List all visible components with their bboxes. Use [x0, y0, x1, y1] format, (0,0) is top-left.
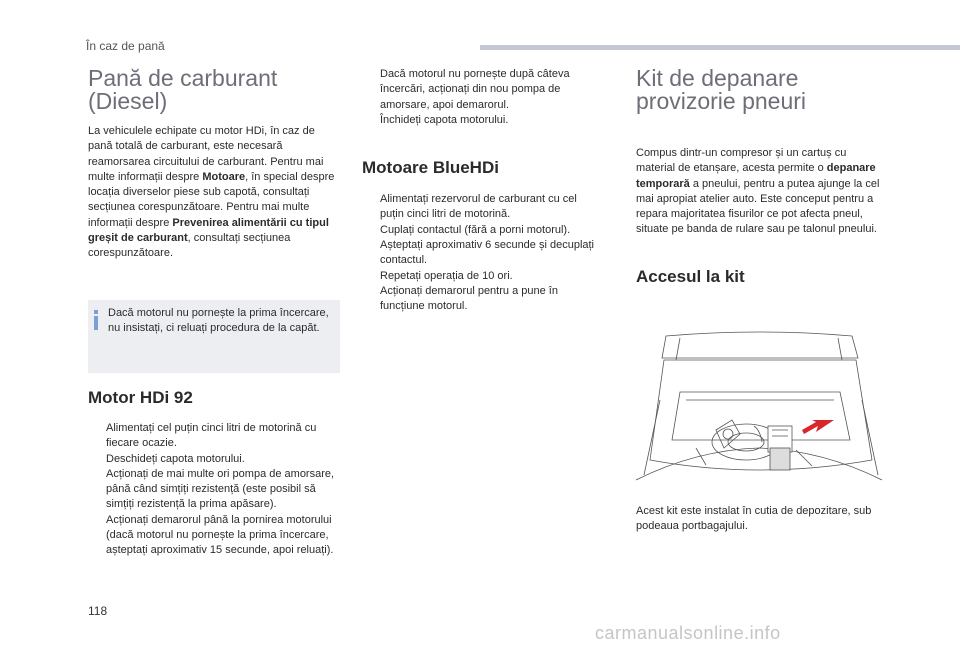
bluehdi-steps [362, 192, 602, 314]
step-item [362, 238, 602, 269]
step-item [362, 223, 602, 238]
column-right [636, 67, 882, 287]
fuel-outage-title: Pană de carburant (Diesel) [88, 65, 278, 114]
step-item [362, 284, 602, 315]
watermark: carmanualsonline.info [595, 623, 781, 643]
text-run: , în special despre locația diverselor piese sub capotă, consultați secțiunea corespunzătoare. Pentru mai multe informații despre [88, 170, 335, 229]
step-item [362, 67, 602, 113]
step-item [88, 513, 340, 559]
column-middle [362, 67, 602, 315]
text-run: Pentru mai multe informații despre [88, 155, 324, 183]
step-text: Închideți capota motorului. [380, 113, 509, 126]
step-text: Dacă motorul nu pornește după câteva încercări, acționați din nou pompa de amorsare, apoi demarorul. [380, 68, 570, 111]
step-text: Așteptați aproximativ 6 secunde și decuplați contactul. [380, 239, 595, 267]
motor-hdi-steps [88, 421, 340, 559]
info-icon [93, 310, 99, 330]
info-text: Dacă motorul nu pornește la prima încercare, nu insistați, ci reluați procedura de la capăt. [108, 307, 329, 335]
fuel-outage-intro [88, 124, 340, 262]
step-item [362, 269, 602, 284]
tyre-kit-title: Kit de depanare provizorie pneuri [636, 65, 807, 114]
bold-term: Motoare [202, 170, 246, 183]
text-run: a pneului, pentru a putea ajunge la cel mai apropiat atelier auto. [636, 177, 880, 205]
section-header: În caz de pană [86, 39, 165, 53]
boot-floor-illustration [636, 330, 882, 493]
tyre-kit-intro [636, 146, 882, 238]
kit-caption-block [636, 504, 882, 535]
step-text: Cuplați contactul (fără a porni motorul). [380, 223, 571, 236]
step-item [88, 467, 340, 513]
step-item [88, 452, 340, 467]
motor-hdi-title: Motor HDi 92 [88, 388, 193, 407]
step-text: Alimentați rezervorul de carburant cu cel puțin cinci litri de motorină. [380, 193, 577, 221]
step-text: Alimentați cel puțin cinci litri de motorină cu fiecare ocazie. [106, 422, 317, 450]
step-text: Acționați demarorul până la pornirea motorului (dacă motorul nu pornește la prima încercare, așteptați aproximativ 15 secunde, apoi reluați). [106, 513, 334, 557]
page-number: 118 [88, 604, 108, 618]
text-run: , consultați secțiunea corespunzătoare. [88, 232, 291, 260]
kit-location-caption: Acest kit este instalat în cutia de depozitare, sub podeaua portbagajului. [636, 505, 872, 533]
step-item [88, 421, 340, 452]
hdi-continued-steps [362, 67, 602, 128]
red-arrow [802, 420, 834, 434]
bluehdi-title: Motoare BlueHDi [362, 158, 499, 178]
text-run: La vehiculele echipate cu motor HDi, în caz de pană totală de carburant, este necesară reamorsarea circuitului de carburant. [88, 125, 315, 168]
header-accent-bar [480, 45, 960, 50]
step-text: Deschideți capota motorului. [106, 452, 245, 465]
bold-term: depanare temporară [636, 162, 876, 190]
column-left [88, 67, 340, 262]
motor-hdi-section [88, 388, 340, 559]
step-item [362, 113, 602, 128]
step-text: Acționați de mai multe ori pompa de amorsare, până când simțiți rezistență (este posibil să simțiți rezistență la prima apăsare). [106, 467, 335, 511]
step-text: Acționați demarorul pentru a pune în funcțiune motorul. [380, 284, 558, 313]
bold-term: Prevenirea alimentării cu tipul greșit de carburant [88, 216, 329, 245]
boot-diagram [636, 330, 882, 493]
step-text: Repetați operația de 10 ori. [380, 269, 513, 282]
info-box [88, 300, 340, 373]
step-item [362, 192, 602, 223]
text-run: Compus dintr-un compresor și un cartuș cu material de etanșare, acesta permite o [636, 147, 847, 175]
kit-access-title: Accesul la kit [636, 266, 745, 286]
text-run: Este conceput pentru a repara majoritatea fisurilor ce pot afecta pneul, situate pe banda de rulare sau pe talonul pneului. [636, 192, 877, 236]
